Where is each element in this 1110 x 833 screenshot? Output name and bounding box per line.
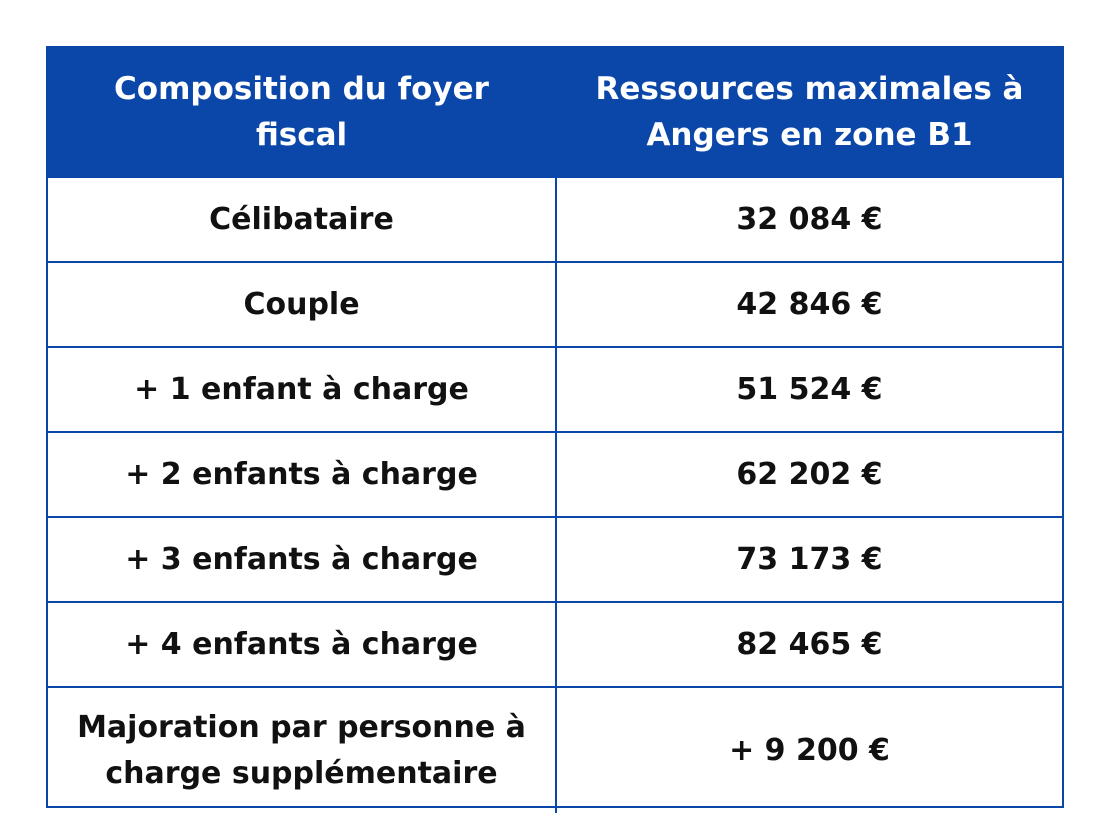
table-header bbox=[48, 48, 1062, 177]
cell-composition: + 3 enfants à charge bbox=[48, 517, 556, 602]
cell-composition: Couple bbox=[48, 262, 556, 347]
table-row bbox=[48, 347, 1062, 432]
income-ceiling-table bbox=[46, 46, 1064, 808]
cell-resources: 51 524 € bbox=[556, 347, 1062, 432]
table bbox=[48, 48, 1062, 813]
header-resources: Ressources maximales à Angers en zone B1 bbox=[556, 48, 1062, 177]
cell-resources: 62 202 € bbox=[556, 432, 1062, 517]
header-composition: Composition du foyer fiscal bbox=[48, 48, 556, 177]
cell-composition: Majoration par personne à charge supplémentaire bbox=[48, 687, 556, 813]
cell-composition: + 2 enfants à charge bbox=[48, 432, 556, 517]
cell-resources: 82 465 € bbox=[556, 602, 1062, 687]
table-row bbox=[48, 602, 1062, 687]
cell-composition: + 4 enfants à charge bbox=[48, 602, 556, 687]
header-row bbox=[48, 48, 1062, 177]
table-row bbox=[48, 517, 1062, 602]
cell-resources: 73 173 € bbox=[556, 517, 1062, 602]
cell-composition: + 1 enfant à charge bbox=[48, 347, 556, 432]
cell-resources: 32 084 € bbox=[556, 177, 1062, 262]
table-body bbox=[48, 177, 1062, 813]
cell-resources: 42 846 € bbox=[556, 262, 1062, 347]
table-row bbox=[48, 177, 1062, 262]
table-row bbox=[48, 687, 1062, 813]
table-row bbox=[48, 262, 1062, 347]
cell-composition: Célibataire bbox=[48, 177, 556, 262]
table-row bbox=[48, 432, 1062, 517]
cell-resources: + 9 200 € bbox=[556, 687, 1062, 813]
